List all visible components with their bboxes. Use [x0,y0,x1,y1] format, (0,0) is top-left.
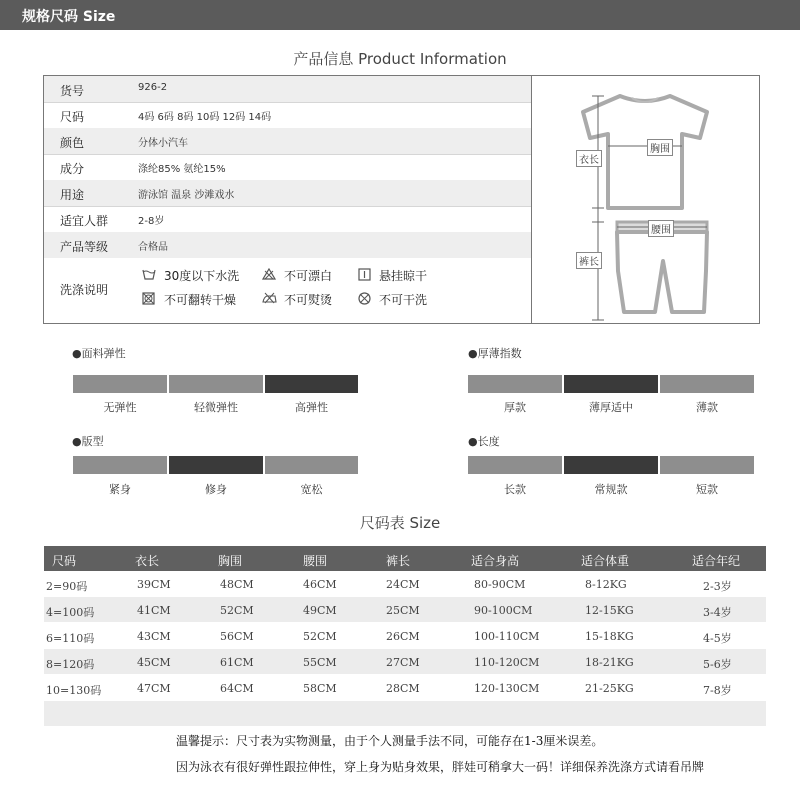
table-cell: 4=100码 [46,606,95,619]
table-cell: 56CM [220,630,254,643]
product-info-table [43,75,760,324]
table-cell: 2=90码 [46,580,88,593]
info-label: 适宜人群 [60,214,109,228]
info-row-grade [44,232,531,259]
info-label: 用途 [60,188,85,202]
info-value: 游泳馆 温泉 沙滩戏水 [138,190,235,201]
size-table-title: 尺码表 Size [359,514,441,532]
gauge-title: ●长度 [468,435,500,448]
table-cell: 15-18KG [585,630,634,643]
table-cell: 26CM [386,630,420,643]
column-header: 胸围 [218,554,243,568]
table-row [44,571,766,596]
table-cell: 110-120CM [474,656,540,669]
header-title: 规格尺码 Size [22,9,116,25]
table-row-empty [44,701,766,726]
info-value: 926-2 [138,82,168,93]
table-row [44,649,766,674]
table-cell: 120-130CM [474,682,540,695]
gauge-option: 无弹性 [103,401,137,414]
no-iron-icon [262,292,277,307]
gauge-option: 修身 [205,483,227,496]
column-header: 裤长 [386,554,411,568]
gauge-option: 常规款 [594,483,628,496]
table-row [44,623,766,648]
wash-text: 不可干洗 [379,293,428,307]
table-cell: 41CM [137,604,171,617]
gauge-segment-selected [169,456,263,474]
size-table-header [44,546,766,571]
column-header: 尺码 [52,554,77,568]
table-cell: 64CM [220,682,254,695]
table-cell: 8-12KG [585,578,627,591]
table-cell: 28CM [386,682,420,695]
table-cell: 80-90CM [474,578,526,591]
gauge-title: ●版型 [72,435,104,448]
column-header: 适合身高 [471,554,520,568]
no-bleach-icon [262,268,276,283]
info-label: 货号 [60,84,85,98]
gauge-option: 厚款 [504,401,526,414]
product-info-title: 产品信息 Product Information [293,50,507,68]
hang-dry-icon [358,268,371,284]
gauge-option: 薄厚适中 [589,401,633,414]
info-label: 尺码 [60,110,85,124]
gauge-segment-selected [564,375,658,393]
table-row [44,675,766,700]
table-cell: 43CM [137,630,171,643]
table-row [44,597,766,622]
table-cell: 61CM [220,656,254,669]
wash-30-icon [142,268,156,283]
column-header: 衣长 [135,554,160,568]
column-header: 适合体重 [581,554,630,568]
table-cell: 10=130码 [46,684,102,697]
table-cell: 24CM [386,578,420,591]
chest-label: 胸围 [647,139,673,156]
table-cell: 25CM [386,604,420,617]
no-dry-clean-icon [358,292,371,308]
table-cell: 2-3岁 [703,580,732,593]
info-label: 成分 [60,162,85,176]
wash-text: 不可翻转干燥 [164,293,237,307]
gauge-segment [73,375,167,393]
table-cell: 8=120码 [46,658,95,671]
pants-length-label: 裤长 [576,252,602,269]
info-row-item-no [44,76,531,103]
gauge-segment [169,375,263,393]
gauge-option: 紧身 [109,483,131,496]
gauge-option: 宽松 [300,483,323,496]
gauge-option: 薄款 [696,401,718,414]
tip-note: 温馨提示：尺寸表为实物测量，由于个人测量手法不同，可能存在1-3厘米误差。 [176,734,604,748]
info-row-audience [44,206,531,233]
gauge-option: 短款 [696,483,718,496]
table-cell: 7-8岁 [703,684,732,697]
info-value: 4码 6码 8码 10码 12码 14码 [138,112,272,123]
wash-text: 30度以下水洗 [164,269,240,283]
garment-illustration [532,76,759,323]
gauge-segment [468,456,562,474]
wash-text: 悬挂晾干 [379,269,428,283]
table-cell: 3-4岁 [703,606,732,619]
info-label: 产品等级 [60,240,109,254]
header-bar [0,0,800,30]
wash-text: 不可熨烫 [284,293,333,307]
gauge-segment-selected [564,456,658,474]
table-cell: 49CM [303,604,337,617]
fit-note: 因为泳衣有很好弹性跟拉伸性，穿上身为贴身效果，胖娃可稍拿大一码！详细保养洗涤方式请看吊牌 [176,760,705,774]
washing-label: 洗涤说明 [60,283,109,297]
info-value: 2-8岁 [138,216,165,227]
info-row-material [44,154,531,181]
gauge-option: 长款 [504,483,526,496]
table-cell: 45CM [137,656,171,669]
table-cell: 47CM [137,682,171,695]
gauge-option: 轻微弹性 [194,401,238,414]
table-cell: 46CM [303,578,337,591]
no-tumble-dry-icon [142,292,155,308]
table-cell: 52CM [220,604,254,617]
table-cell: 18-21KG [585,656,634,669]
gauge-title: ●面料弹性 [72,347,126,360]
table-cell: 4-5岁 [703,632,732,645]
table-cell: 100-110CM [474,630,540,643]
table-cell: 12-15KG [585,604,634,617]
info-label: 颜色 [60,136,85,150]
info-value: 合格品 [138,242,168,253]
table-cell: 48CM [220,578,254,591]
gauge-title: ●厚薄指数 [468,347,522,360]
info-value: 涤纶85% 氨纶15% [138,164,226,175]
table-cell: 90-100CM [474,604,533,617]
table-cell: 21-25KG [585,682,634,695]
column-header: 适合年纪 [692,554,741,568]
table-cell: 39CM [137,578,171,591]
size-diagram [532,76,759,323]
gauge-segment [468,375,562,393]
table-cell: 5-6岁 [703,658,732,671]
gauge-segment [660,375,754,393]
info-row-size [44,102,531,129]
gauge-segment-selected [265,375,358,393]
table-cell: 52CM [303,630,337,643]
info-value: 分体小汽车 [138,138,188,149]
gauge-segment [265,456,358,474]
info-rows [44,76,532,323]
gauge-segment [660,456,754,474]
waist-label: 腰围 [648,220,674,237]
info-row-color [44,128,531,155]
table-cell: 55CM [303,656,337,669]
table-cell: 58CM [303,682,337,695]
gauge-option: 高弹性 [295,401,328,414]
table-cell: 6=110码 [46,632,95,645]
washing-instructions [44,258,531,323]
gauge-segment [73,456,167,474]
info-row-usage [44,180,531,207]
table-cell: 27CM [386,656,420,669]
column-header: 腰围 [303,554,328,568]
wash-text: 不可漂白 [284,269,333,283]
length-label: 衣长 [576,150,602,167]
